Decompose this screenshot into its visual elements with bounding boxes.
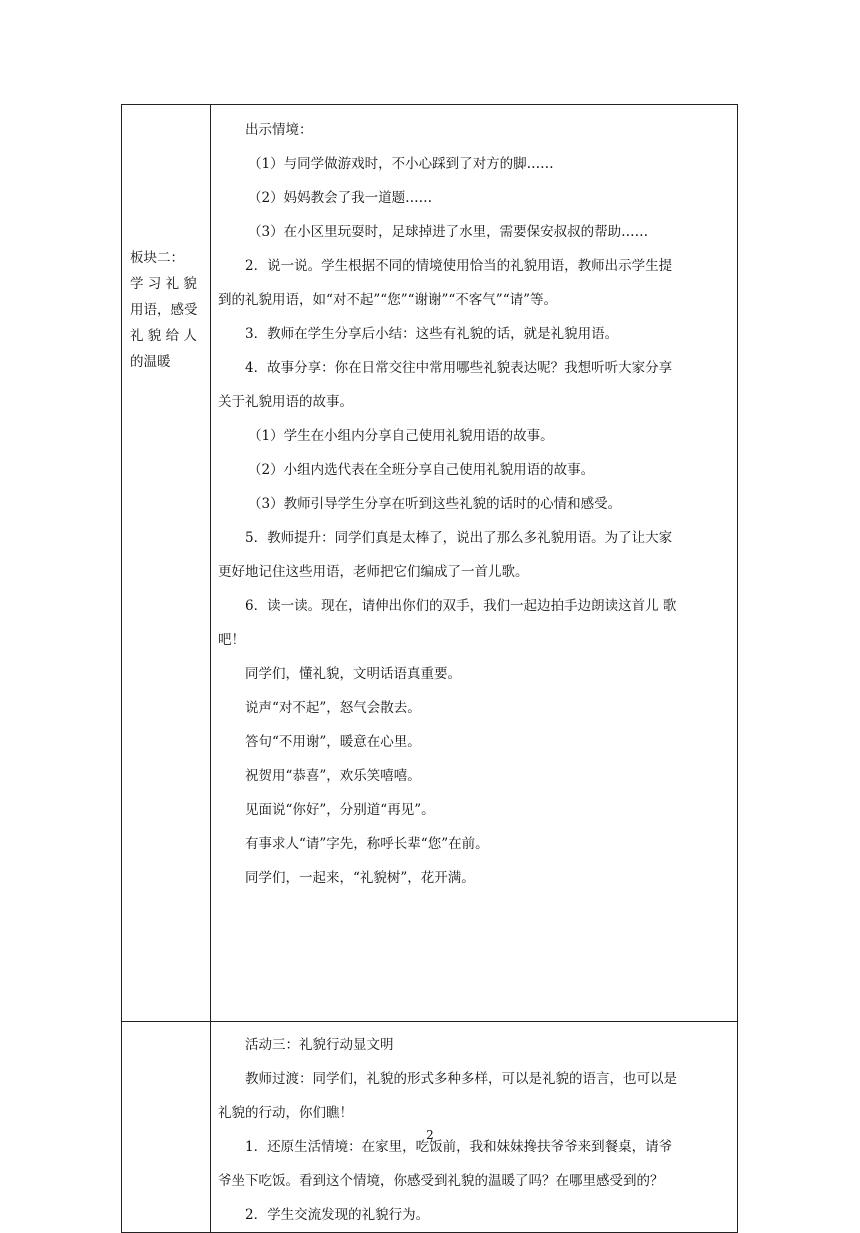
content-line: （1）与同学做游戏时，不小心踩到了对方的脚…… <box>248 156 554 172</box>
content-line: 6．读一读。现在，请伸出你们的双手，我们一起边拍手边朗读这首儿 歌 <box>245 598 677 614</box>
section-content-cell <box>211 1022 738 1233</box>
section-label-line: 礼 貌 给 人 <box>130 328 197 344</box>
section-label-line: 板块二： <box>130 250 184 266</box>
poem-line: 祝贺用“恭喜”，欢乐笑嘻嘻。 <box>245 768 421 784</box>
content-line: （2）小组内选代表在全班分享自己使用礼貌用语的故事。 <box>248 462 595 478</box>
content-line: 2．学生交流发现的礼貌行为。 <box>245 1207 430 1223</box>
activity-title: 活动三：礼貌行动显文明 <box>245 1037 394 1053</box>
poem-line: 答句“不用谢”，暖意在心里。 <box>245 734 421 750</box>
content-line: （2）妈妈教会了我一道题…… <box>248 190 433 206</box>
content-line: 关于礼貌用语的故事。 <box>218 394 353 410</box>
section-label-line: 的温暖 <box>130 354 171 370</box>
content-line: 5．教师提升：同学们真是太棒了，说出了那么多礼貌用语。为了让大家 <box>245 530 673 546</box>
section-label-cell <box>122 105 211 1022</box>
poem-line: 同学们，一起来，“礼貌树”，花开满。 <box>245 870 475 886</box>
content-line: 爷坐下吃饭。看到这个情境，你感受到礼貌的温暖了吗？在哪里感受到的？ <box>218 1173 664 1189</box>
content-line: 3．教师在学生分享后小结：这些有礼貌的话，就是礼貌用语。 <box>245 326 619 342</box>
table-row <box>122 1022 738 1233</box>
section-label-line: 学 习 礼 貌 <box>130 276 197 292</box>
lesson-plan-table <box>121 104 738 1233</box>
poem-line: 有事求人“请”字先，称呼长辈“您”在前。 <box>245 836 489 852</box>
content-line: 到的礼貌用语，如“对不起”“您”“谢谢”“不客气”“请”等。 <box>218 292 558 308</box>
section-label-cell <box>122 1022 211 1233</box>
poem-line: 说声“对不起”，怒气会散去。 <box>245 700 421 716</box>
poem-line: 同学们，懂礼貌，文明话语真重要。 <box>245 666 461 682</box>
content-line: （3）在小区里玩耍时，足球掉进了水里，需要保安叔叔的帮助…… <box>248 224 649 240</box>
section-content-cell <box>211 105 738 1022</box>
page-number: 2 <box>426 1128 434 1142</box>
content-line: 教师过渡：同学们，礼貌的形式多种多样，可以是礼貌的语言，也可以是 <box>245 1071 677 1087</box>
content-line: 吧！ <box>218 632 245 648</box>
content-line: （3）教师引导学生分享在听到这些礼貌的话时的心情和感受。 <box>248 496 622 512</box>
content-line: 礼貌的行动，你们瞧！ <box>218 1105 353 1121</box>
content-line: 出示情境： <box>245 122 313 138</box>
content-line: （1）学生在小组内分享自己使用礼貌用语的故事。 <box>248 428 554 444</box>
content-line: 2．说一说。学生根据不同的情境使用恰当的礼貌用语，教师出示学生提 <box>245 258 673 274</box>
table-row <box>122 105 738 1022</box>
content-line: 4．故事分享：你在日常交往中常用哪些礼貌表达呢？我想听听大家分享 <box>245 360 673 376</box>
content-line: 更好地记住这些用语，老师把它们编成了一首儿歌。 <box>218 564 529 580</box>
poem-line: 见面说“你好”，分别道“再见”。 <box>245 802 435 818</box>
section-label-line: 用语，感受 <box>130 302 198 318</box>
content-line: 1．还原生活情境：在家里，吃饭前，我和妹妹搀扶爷爷来到餐桌，请爷 <box>245 1139 673 1155</box>
